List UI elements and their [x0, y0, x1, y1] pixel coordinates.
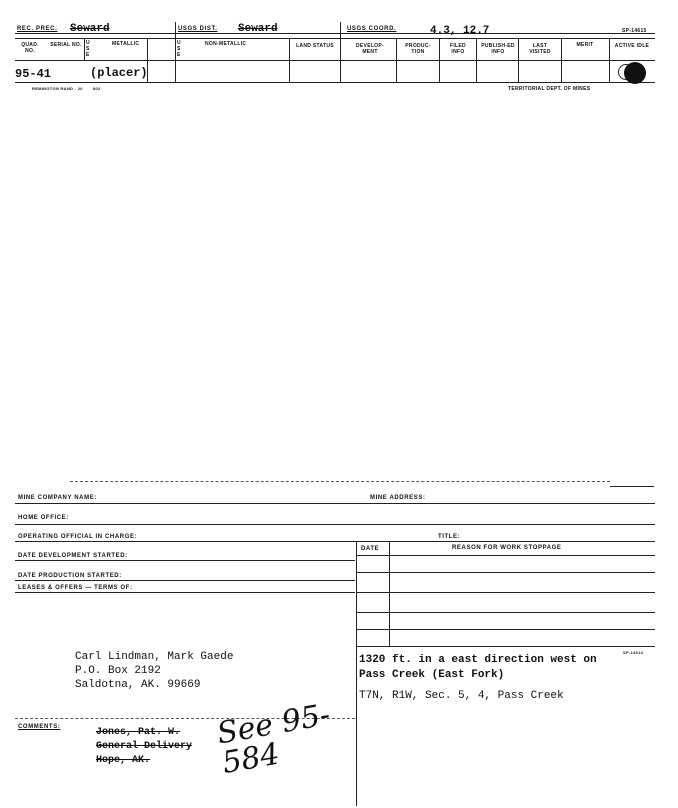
col-use-u: U: [86, 40, 90, 46]
col-metallic: METALLIC: [112, 41, 140, 47]
usgs-dist-label: USGS DIST.: [178, 26, 218, 32]
mine-address-label: MINE ADDRESS:: [370, 495, 426, 501]
reason-column-label: REASON FOR WORK STOPPAGE: [452, 545, 562, 551]
col-last-visited: LAST VISITED: [529, 43, 551, 55]
owner-line-3: Saldotna, AK. 99669: [75, 679, 201, 691]
handwritten-note: See 95-584: [214, 697, 333, 782]
col-non-metallic: NON-METALLIC: [205, 41, 247, 47]
form-number-mid: SP-14614: [623, 650, 644, 655]
location-block: [359, 653, 597, 683]
date-column-label: DATE: [361, 546, 380, 552]
owner-block: [75, 650, 233, 692]
col-development: DEVELOP-MENT: [356, 43, 384, 55]
leases-label: LEASES & OFFERS — TERMS OF:: [18, 585, 133, 591]
col-use-s: S: [86, 46, 90, 52]
col-serial: SERIAL NO.: [50, 42, 82, 48]
usgs-coord-label: USGS COORD.: [347, 26, 397, 32]
owner-line-2: P.O. Box 2192: [75, 665, 161, 677]
col-land-status: LAND STATUS: [296, 43, 334, 49]
idle-dot: [624, 62, 646, 84]
comment-line-3: Hope, AK.: [96, 755, 151, 766]
entry-type: (placer): [90, 66, 148, 80]
location-line-1: 1320 ft. in a east direction west on: [359, 654, 597, 666]
owner-line-1: Carl Lindman, Mark Gaede: [75, 651, 234, 663]
col-quad: QUAD. NO.: [21, 42, 39, 54]
comments-label: COMMENTS:: [18, 724, 61, 730]
title-label: TITLE:: [438, 534, 461, 540]
rec-prec-value: Seward: [70, 23, 110, 35]
usgs-coord-value: 4.3, 12.7: [430, 25, 490, 37]
footer-right: TERRITORIAL DEPT. OF MINES: [508, 86, 591, 92]
col-production: PRODUC-TION: [405, 43, 431, 55]
col-active-idle: ACTIVE IDLE: [614, 43, 650, 49]
form-number-top: SP-14615: [622, 28, 647, 34]
usgs-dist-value: Seward: [238, 23, 278, 35]
date-production-label: DATE PRODUCTION STARTED:: [18, 573, 122, 579]
entry-number: 95-41: [15, 67, 52, 81]
footer-left: REMINGTON RAND - 20: [32, 86, 83, 91]
comments-block: [96, 726, 192, 768]
date-development-label: DATE DEVELOPMENT STARTED:: [18, 553, 128, 559]
rec-prec-label: REC. PREC.: [17, 26, 58, 32]
comment-line-1: Jones, Pat. W.: [96, 727, 181, 738]
col-filed-info: FILED INFO: [450, 43, 466, 55]
mine-company-label: MINE COMPANY NAME:: [18, 495, 97, 501]
comment-line-2: General Delivery: [96, 741, 193, 752]
col-use-e: E: [86, 52, 90, 58]
location-line-2: Pass Creek (East Fork): [359, 669, 505, 681]
footer-left-code: 802: [93, 86, 101, 91]
col-merit: MERIT: [576, 42, 594, 48]
home-office-label: HOME OFFICE:: [18, 515, 69, 521]
legal-description: T7N, R1W, Sec. 5, 4, Pass Creek: [359, 690, 564, 702]
col-published-info: PUBLISH-ED INFO: [481, 43, 515, 55]
operating-official-label: OPERATING OFFICIAL IN CHARGE:: [18, 534, 138, 540]
